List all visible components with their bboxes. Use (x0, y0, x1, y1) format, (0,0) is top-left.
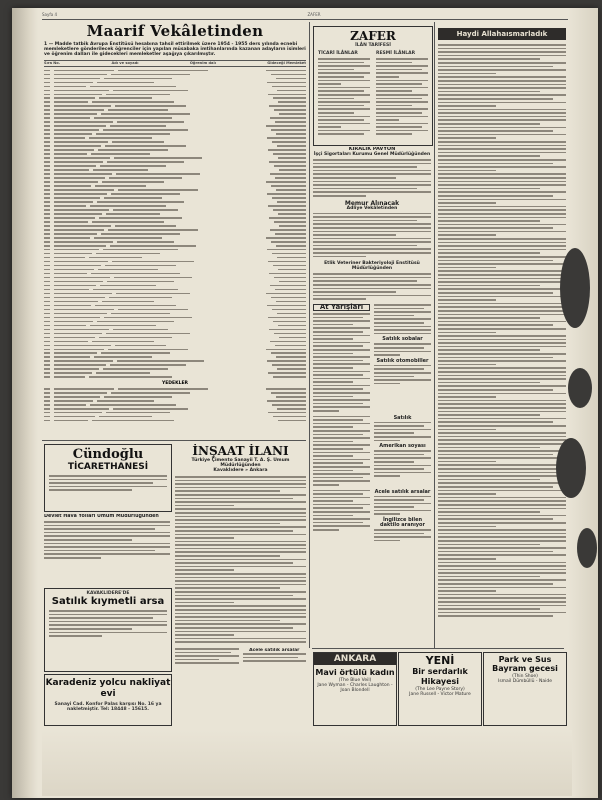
table-row (44, 372, 306, 374)
resmi-head: RESMİ İLÂNLAR (376, 51, 416, 56)
table-row (44, 233, 306, 235)
table-row (44, 325, 306, 327)
table-row (44, 213, 306, 215)
right-column-text (438, 44, 566, 617)
maarif-announcement (44, 22, 306, 437)
table-row (44, 396, 306, 398)
table-row (44, 157, 306, 159)
yedekler-heading: YEDEKLER (161, 380, 189, 386)
table-row (44, 82, 306, 84)
col-header-field: Öğrenim dalı (189, 61, 216, 65)
zafer-tariff-box (313, 26, 433, 146)
table-row (44, 197, 306, 199)
ingilizce-title: İngilizce bilen daktilo aranıyor (380, 517, 425, 529)
table-row (44, 209, 306, 211)
ankara-film-title: Mavi örtülü kadın (315, 668, 395, 677)
park-cinema-name: Park ve Sus (498, 655, 552, 664)
park-film-title: Bayram gecesi (492, 664, 558, 673)
table-row (44, 225, 306, 227)
table-row (44, 145, 306, 147)
ankara-film-cast: Jane Wyman - Charles Laughton - Joan Blondell (317, 683, 393, 693)
yeni-film-title: Bir serdarlık Hikayesi (412, 667, 468, 686)
table-row (44, 297, 306, 299)
table-row (44, 293, 306, 295)
table-row (44, 94, 306, 96)
table-row (44, 269, 306, 271)
maarif-title: Maarif Vekâletinden (86, 22, 264, 40)
table-row (44, 392, 306, 394)
kiralik-title: KİRALIK PAVYON (348, 147, 396, 152)
table-row (44, 345, 306, 347)
table-row (44, 313, 306, 315)
table-row (44, 78, 306, 80)
table-row (44, 400, 306, 402)
at-yarislari-title: At Yarışları (313, 304, 370, 311)
newspaper-name: ZAFER (307, 12, 321, 17)
table-row (44, 169, 306, 171)
table-row (44, 309, 306, 311)
table-row (44, 185, 306, 187)
table-row (44, 153, 306, 155)
adliye-sub: Adliye Vekâletinden (346, 205, 398, 211)
yeni-cinema-ad (398, 652, 482, 726)
table-row (44, 201, 306, 203)
table-row (44, 341, 306, 343)
table-row (44, 317, 306, 319)
kavaklidere-label: KAVAKLIDERE'DE (86, 591, 130, 596)
table-row (44, 241, 306, 243)
zafer-tariff-title: ZAFER (350, 29, 396, 43)
table-row (44, 281, 306, 283)
table-row (44, 249, 306, 251)
table-row (44, 261, 306, 263)
park-film-eng: (Thin Shoe) (512, 674, 538, 679)
zafer-tariff-subtitle: İLÂN TARİFESİ (355, 43, 391, 48)
maarif-table-body (44, 70, 306, 378)
table-row (44, 133, 306, 135)
table-row (44, 237, 306, 239)
newspaper-page (12, 8, 598, 798)
table-row (44, 189, 306, 191)
table-row (44, 217, 306, 219)
acele-arsa-title: Acele satılık arsalar (374, 488, 431, 495)
sobalar-title: Satılık sobalar (382, 336, 423, 343)
ticari-lines (318, 58, 370, 135)
bottom-small-ads (175, 648, 306, 670)
park-cinema-ad (483, 652, 567, 726)
table-row (44, 86, 306, 88)
page-fold-shadow (12, 8, 38, 798)
yeni-film-cast: Jane Russell - Victor Mature (409, 692, 471, 697)
table-row (44, 117, 306, 119)
table-row (44, 388, 306, 390)
table-row (44, 193, 306, 195)
page-label: Sayfa 4 (42, 12, 58, 17)
table-row (44, 205, 306, 207)
adliye-title: Memur Alınacak (344, 199, 400, 207)
devlet-hava-title: Devlet Hava Yolları Umum Müdürlüğünden (44, 514, 159, 519)
col-header-name: Adı ve soyadı (111, 61, 139, 65)
table-row (44, 101, 306, 103)
karadeniz-ad (44, 674, 172, 726)
table-row (44, 333, 306, 335)
ankara-cinema-name: ANKARA (314, 653, 396, 665)
yedekler-list (44, 388, 306, 421)
table-row (44, 253, 306, 255)
lower-blank-area (42, 730, 572, 796)
table-row (44, 420, 306, 422)
karadeniz-title: Karadeniz yolcu nakliyat evi (45, 678, 171, 699)
table-row (44, 265, 306, 267)
table-row (44, 105, 306, 107)
yeni-cinema-name: YENİ (425, 654, 455, 667)
table-row (44, 408, 306, 410)
park-film-cast: Ismail Dümbüllü - Naide (498, 679, 552, 684)
cundoglu-ad (44, 444, 172, 512)
table-row (44, 305, 306, 307)
table-row (44, 90, 306, 92)
ankara-film-eng: (The Blue Veil) (338, 678, 372, 683)
maarif-table-header (44, 60, 306, 67)
table-row (44, 165, 306, 167)
table-row (44, 273, 306, 275)
table-row (44, 368, 306, 370)
table-row (44, 412, 306, 414)
otomobil-title: Satılık otomobiller (376, 357, 429, 364)
table-row (44, 321, 306, 323)
maarif-intro: 1 — Madde tatbik Avrupa Enstitüsü hesabına tahsil ettirilmek üzere 1954 - 1955 ders yılında ecnebi memleketlere gönderilecek öğrenciler için yapılan müsabaka imtihanlarında kazanan adayların isimleri ve öğrenim dalları ile gidecekleri memleketler aşağıya çıkarılmıştır. (44, 42, 306, 57)
table-row (44, 141, 306, 143)
table-row (44, 257, 306, 259)
insaat-title: İNŞAAT İLANI (192, 444, 289, 458)
table-row (44, 97, 306, 99)
table-row (44, 364, 306, 366)
yeni-film-eng: (The Lee Payne Story) (415, 687, 465, 692)
insaat-text (175, 476, 306, 644)
col-header-no: Sıra No. (44, 61, 61, 65)
kavaklidere-ad (44, 588, 172, 672)
insaat-ad (175, 444, 306, 644)
table-row (44, 356, 306, 358)
table-row (44, 245, 306, 247)
insaat-sub2: Kavaklıdere » Ankara (213, 468, 268, 473)
satilik-title: Satılık (393, 414, 412, 421)
right-column-title: Haydi Allahaısmarladık (438, 28, 566, 40)
table-row (44, 349, 306, 351)
table-row (44, 285, 306, 287)
cundoglu-name: Cündoğlu (72, 447, 144, 462)
table-row (44, 404, 306, 406)
table-row (44, 149, 306, 151)
resmi-lines (376, 58, 428, 135)
table-row (44, 173, 306, 175)
table-row (44, 376, 306, 378)
devlet-hava-ad (44, 514, 170, 584)
table-row (44, 416, 306, 418)
table-row (44, 181, 306, 183)
kavaklidere-title: Satılık kıymetli arsa (51, 596, 165, 607)
page-header (42, 12, 594, 17)
table-row (44, 161, 306, 163)
amerikan-title: Amerikan soyası (379, 443, 426, 450)
table-row (44, 289, 306, 291)
table-row (44, 109, 306, 111)
table-row (44, 125, 306, 127)
karadeniz-address: Sanayi Cad. Konfor Palas karşısı No. 16 ya nakletmiştir. Tel: 18448 - 15615. (54, 702, 162, 712)
table-row (44, 70, 306, 72)
ankara-cinema-ad (313, 652, 397, 726)
table-row (44, 360, 306, 362)
kiralik-sub: İşçi Sigortaları Kurumu Genel Müdürlüğünden (313, 152, 431, 157)
table-row (44, 229, 306, 231)
middle-column (313, 147, 431, 647)
ticari-head: TİCARİ İLÂNLAR (318, 51, 358, 56)
table-row (44, 177, 306, 179)
table-row (44, 129, 306, 131)
table-row (44, 277, 306, 279)
right-column (438, 28, 566, 648)
acele-bottom-title: Acele satılık arsalar (249, 648, 300, 653)
veteriner-title: Etlik Veteriner Bakteriyoloji Enstitüsü Müdürlüğünden (324, 261, 420, 272)
table-row (44, 352, 306, 354)
table-row (44, 337, 306, 339)
col-header-country: Gideceği Memleket (267, 61, 306, 65)
table-row (44, 301, 306, 303)
table-row (44, 121, 306, 123)
table-row (44, 221, 306, 223)
table-row (44, 74, 306, 76)
table-row (44, 137, 306, 139)
insaat-sub: Türkiye Çimento Sanayii T. A. Ş. Umum Müdürlüğünden (191, 458, 290, 468)
table-row (44, 329, 306, 331)
cundoglu-subtitle: TİCARETHANESİ (67, 462, 149, 472)
table-row (44, 113, 306, 115)
